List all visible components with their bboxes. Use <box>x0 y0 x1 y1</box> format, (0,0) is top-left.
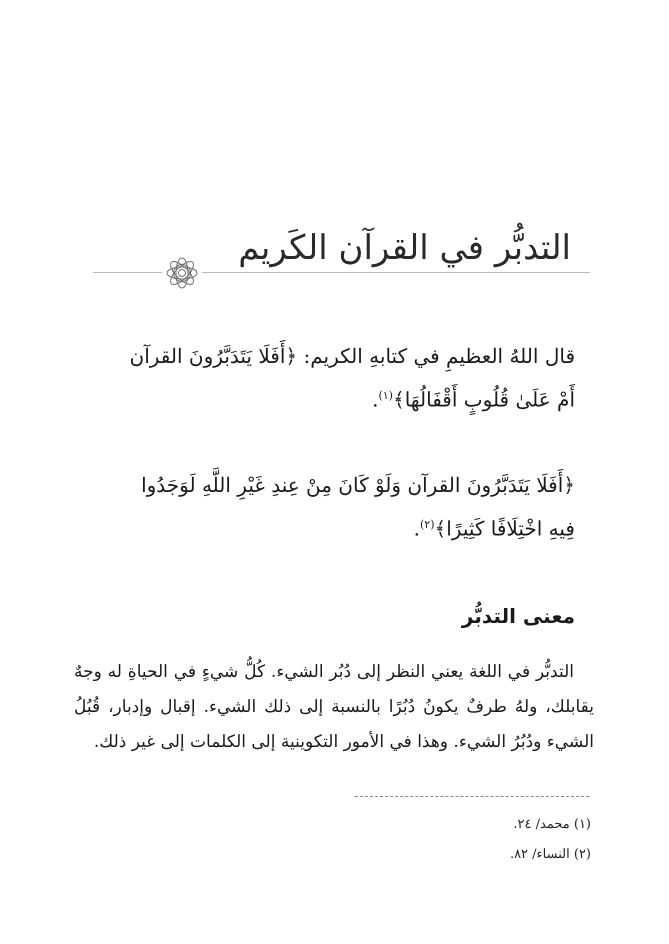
footnote-ref: (٢) <box>420 518 435 531</box>
quran-verse-block-1 <box>95 336 575 420</box>
body-paragraph <box>74 655 594 760</box>
footnote-1: (١) محمد/ ٢٤. <box>513 817 591 832</box>
verse-line <box>95 376 575 420</box>
verse-line: ﴿أَفَلَا يَتَدَبَّرُونَ القرآن وَلَوْ كَانَ مِنْ عِندِ غَيْرِ اللَّهِ لَوَجَدُوا <box>141 473 575 497</box>
quran-verse-block-2 <box>95 465 575 549</box>
footnote-2: (٢) النساء/ ٨٢. <box>509 847 591 862</box>
verse-line: قال اللهُ العظيمِ في كتابهِ الكريم: ﴿أَفَلَا يَتَدَبَّرُونَ القرآن <box>129 344 575 368</box>
section-heading: معنى التدبُّر <box>461 604 575 628</box>
verse-text: أَمْ عَلَىٰ قُلُوبٍ أَقْفَالُهَا﴾ <box>392 387 575 412</box>
verse-line <box>95 505 575 549</box>
verse-text: فِيهِ اخْتِلَافًا كَثِيرًا﴾ <box>434 516 575 541</box>
verse-end: . <box>372 387 379 412</box>
verse-end: . <box>413 516 420 541</box>
floral-ornament-icon <box>162 253 202 293</box>
footnote-divider <box>355 796 589 797</box>
footnote-ref: (١) <box>378 389 393 402</box>
chapter-title: التدبُّر في القرآن الكَريم <box>238 228 571 268</box>
paragraph-text: التدبُّر في اللغة يعني النظر إلى دُبُر الشيء. كُلُّ شيءٍ في الحياةِ له وجهٌ يقابلك، ولهُ طرفٌ يكونُ دُبُرًا بالنسبة إلى ذلك الشيء. إقبال وإدبار، قُبُلُ الشيء ودُبُرُ الشيء. وهذا في الأمور التكوينية إلى الكلمات إلى غير ذلك. <box>74 662 594 752</box>
footnotes <box>510 810 591 870</box>
